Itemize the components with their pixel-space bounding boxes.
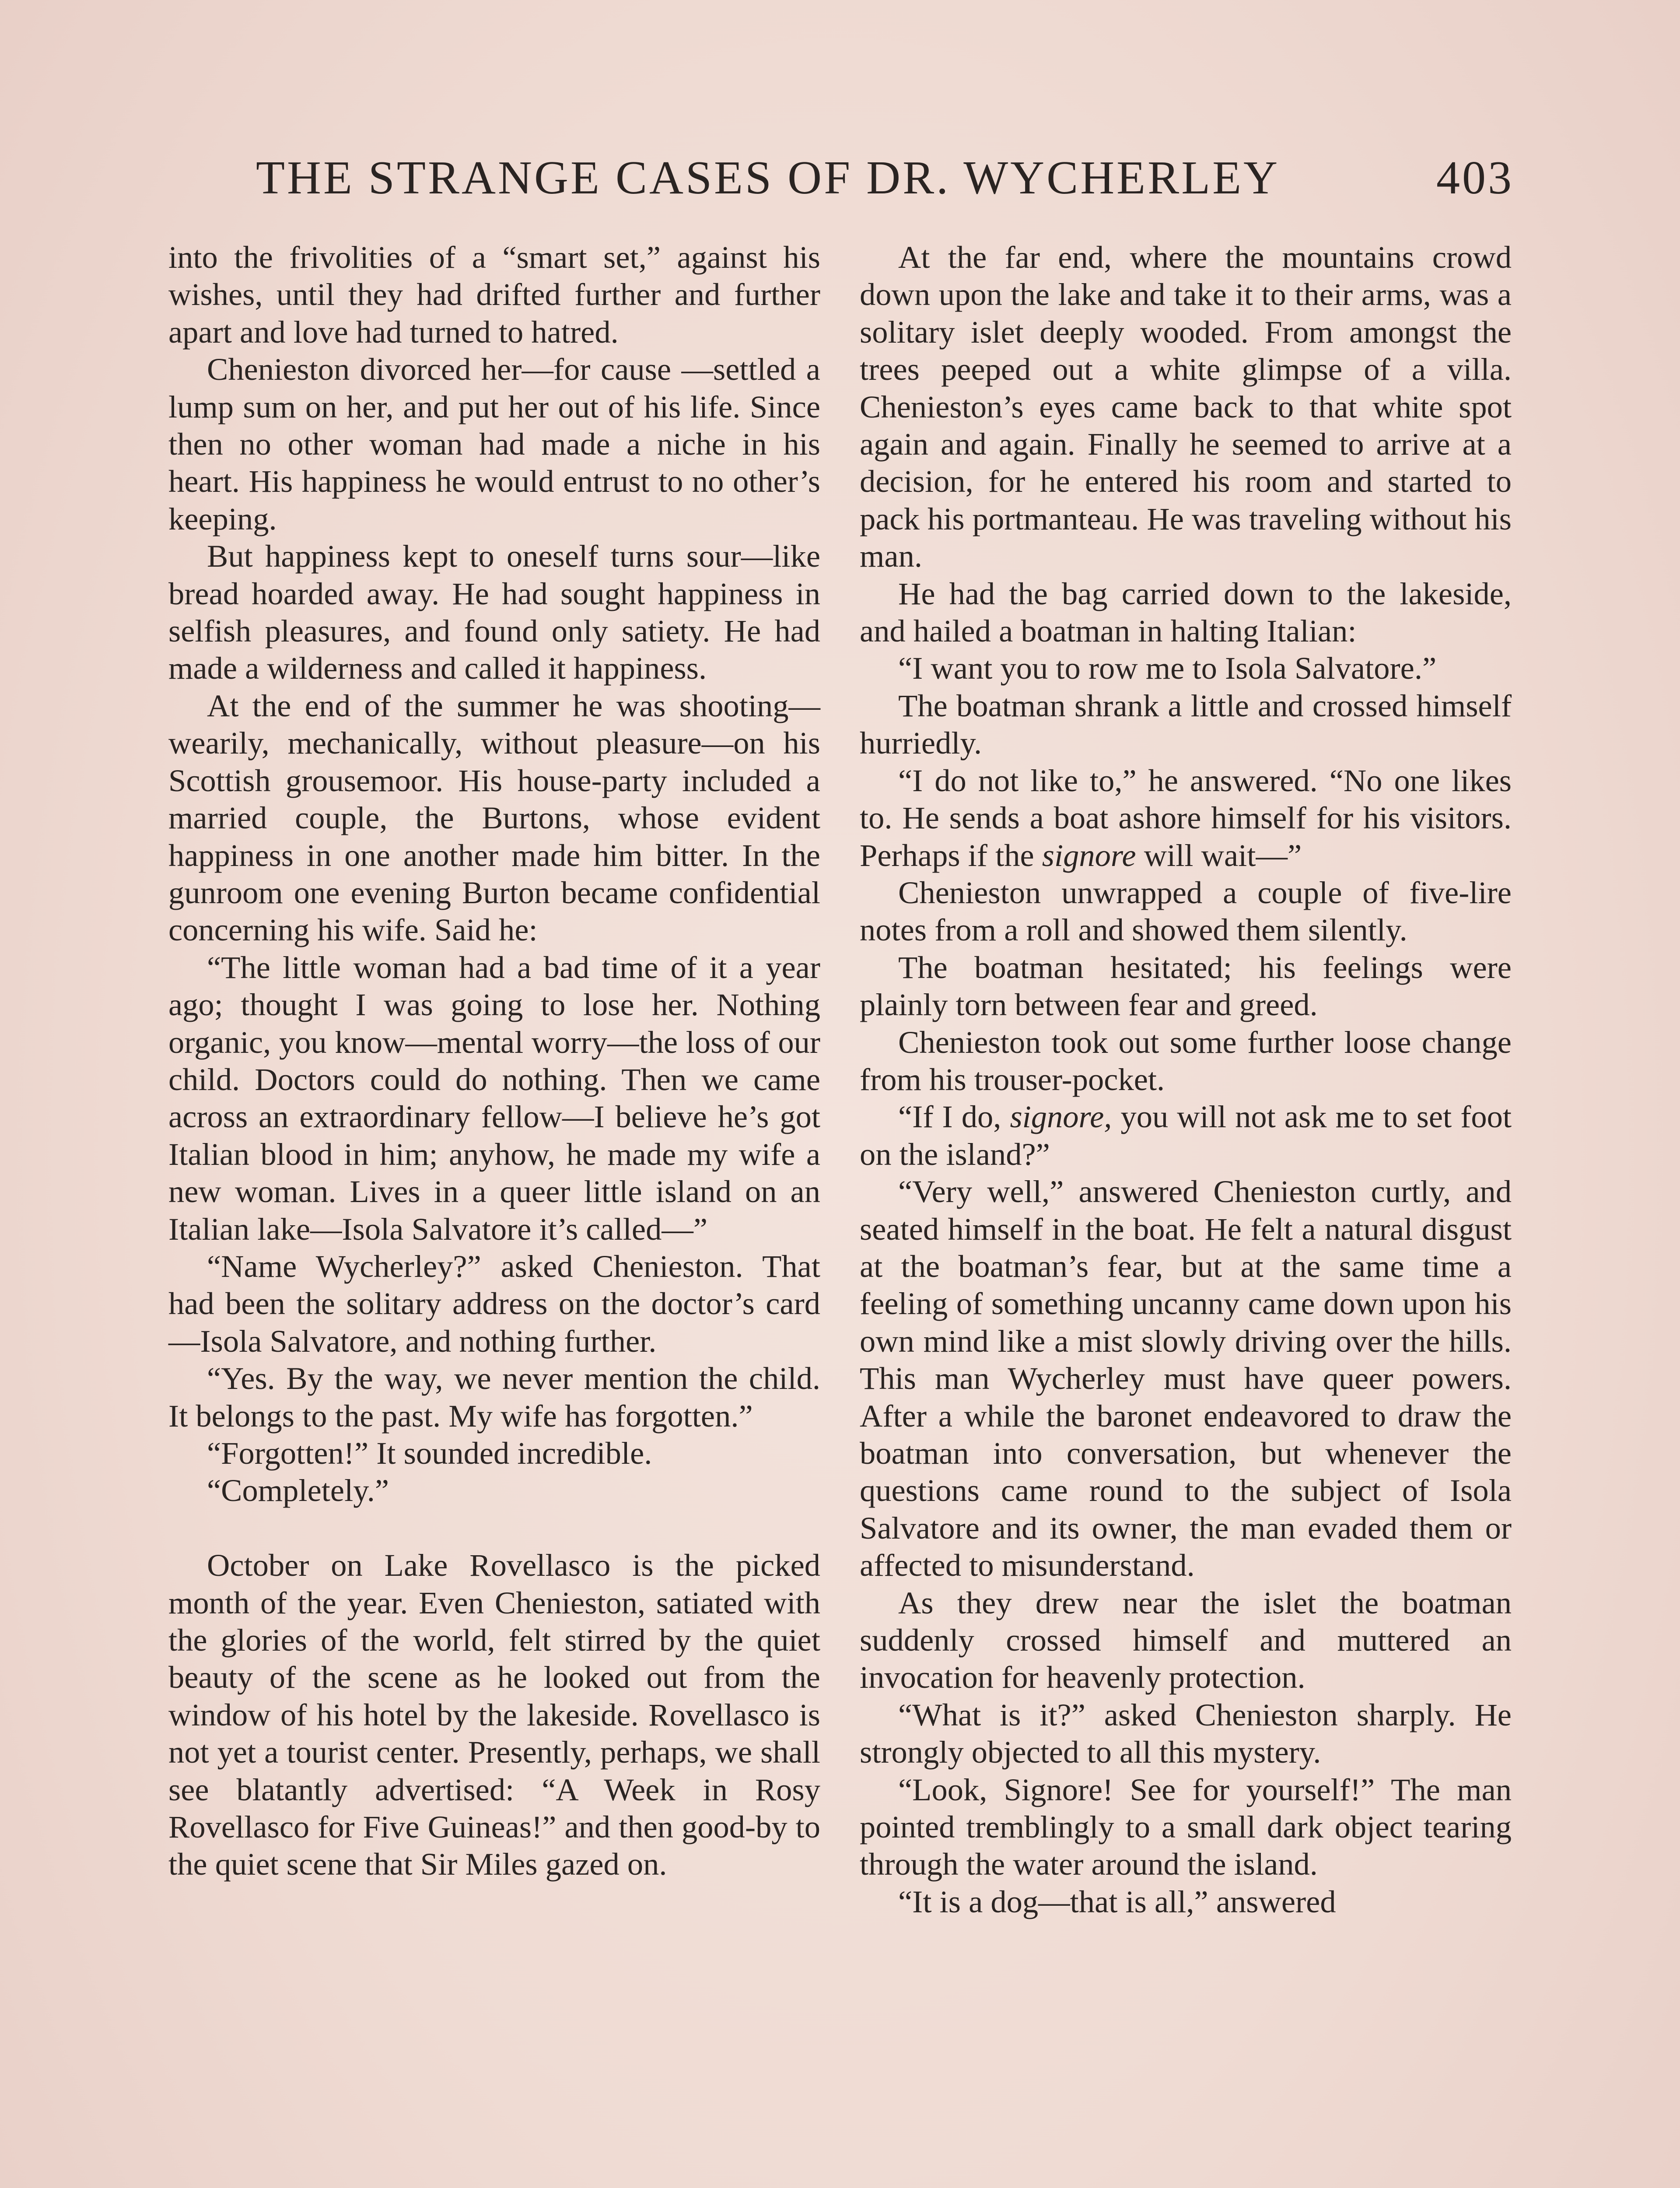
paragraph: into the frivolities of a “smart set,” against his wishes, until they had drifted further and further apart and love had turned to hatred. <box>168 239 820 350</box>
paragraph: At the far end, where the mountains crowd down upon the lake and take it to their arms, was a solitary islet deeply wooded. From amongst the trees peeped out a white glimpse of a villa. Chenieston’s eyes came back to that white spot again and again. Finally he seemed to arrive at a decision, for he entered his room and started to pack his portmanteau. He was traveling without his man. <box>860 239 1512 574</box>
italic-word: signore, <box>1010 1099 1112 1135</box>
page-number: 403 <box>1436 152 1514 204</box>
paragraph: Chenieston took out some further loose change from his trouser-pocket. <box>860 1024 1512 1097</box>
paragraph: “Look, Signore! See for yourself!” The man pointed tremblingly to a small dark object tearing through the water around the island. <box>860 1771 1512 1882</box>
section-break <box>168 1509 820 1546</box>
paragraph: The boatman shrank a little and crossed himself hurriedly. <box>860 687 1512 761</box>
paragraph: “Name Wycherley?” asked Chenieston. That had been the solitary address on the doctor’s card—Isola Salvatore, and nothing further. <box>168 1248 820 1359</box>
paragraph: He had the bag carried down to the lakeside, and hailed a boatman in halting Italian: <box>860 575 1512 649</box>
right-column <box>860 238 1512 2188</box>
running-title: THE STRANGE CASES OF DR. WYCHERLEY <box>256 152 1280 204</box>
paragraph: “Forgotten!” It sounded incredible. <box>207 1435 652 1471</box>
paragraph: At the end of the summer he was shooting—wearily, mechanically, without pleasure—on his Scottish grousemoor. His house-party included a married couple, the Burtons, whose evident happiness in one another made him bitter. In the gunroom one evening Burton became confidential concerning his wife. Said he: <box>168 687 820 948</box>
paragraph <box>860 762 1512 874</box>
paragraph: Chenieston divorced her—for cause —settled a lump sum on her, and put her out of his life. Since then no other woman had made a niche in his heart. His happiness he would entrust to no other’s keeping. <box>168 351 820 536</box>
paragraph: “I want you to row me to Isola Salvatore.” <box>898 650 1437 686</box>
paragraph: “Completely.” <box>207 1473 389 1508</box>
paragraph: “Very well,” answered Chenieston curtly, and seated himself in the boat. He felt a natural disgust at the boatman’s fear, but at the same time a feeling of something uncanny came down upon his own mind like a mist slowly driving over the hills. This man Wycherley must have queer powers. After a while the baronet endeavored to draw the boatman into conversation, but whenever the questions came round to the subject of Isola Salvatore and its owner, the man evaded them or affected to misunderstand. <box>860 1174 1512 1583</box>
text-run: “I do not like to,” he answered. “No one likes to. He sends a boat ashore himself for his visitors. Perhaps if the <box>860 762 1512 873</box>
paragraph: As they drew near the islet the boatman suddenly crossed himself and muttered an invocation for heavenly protection. <box>860 1585 1512 1695</box>
paragraph: “Yes. By the way, we never mention the child. It belongs to the past. My wife has forgotten.” <box>168 1360 820 1434</box>
paragraph: “The little woman had a bad time of it a year ago; thought I was going to lose her. Nothing organic, you know—mental worry—the loss of our child. Doctors could do nothing. Then we came across an extraordinary fellow—I believe he’s got Italian blood in him; anyhow, he made my wife a new woman. Lives in a queer little island on an Italian lake—Isola Salvatore it’s called—” <box>168 949 820 1247</box>
paragraph: But happiness kept to oneself turns sour—like bread hoarded away. He had sought happiness in selfish pleasures, and found only satiety. He had made a wilderness and called it happiness. <box>168 538 820 686</box>
running-head <box>256 151 1514 212</box>
italic-word: signore <box>1042 837 1136 873</box>
paragraph: “What is it?” asked Chenieston sharply. He strongly objected to all this mystery. <box>860 1697 1512 1770</box>
paragraph <box>860 1098 1512 1173</box>
text-run: you will not ask me to set foot on the island?” <box>860 1099 1512 1172</box>
left-column <box>168 238 820 2188</box>
paragraph: “It is a dog—that is all,” answered <box>898 1883 1336 1919</box>
text-run: “If I do, <box>898 1099 1010 1135</box>
paragraph: Chenieston unwrapped a couple of five-lire notes from a roll and showed them silently. <box>860 874 1512 948</box>
paragraph: The boatman hesitated; his feelings were plainly torn between fear and greed. <box>860 949 1512 1023</box>
text-run: will wait—” <box>1136 837 1302 873</box>
paragraph: October on Lake Rovellasco is the picked month of the year. Even Chenieston, satiated with the glories of the world, felt stirred by the quiet beauty of the scene as he looked out from the window of his hotel by the lakeside. Rovellasco is not yet a tourist center. Presently, perhaps, we shall see blatantly advertised: “A Week in Rosy Rovellasco for Five Guineas!” and then good-by to the quiet scene that Sir Miles gazed on. <box>168 1547 820 1882</box>
